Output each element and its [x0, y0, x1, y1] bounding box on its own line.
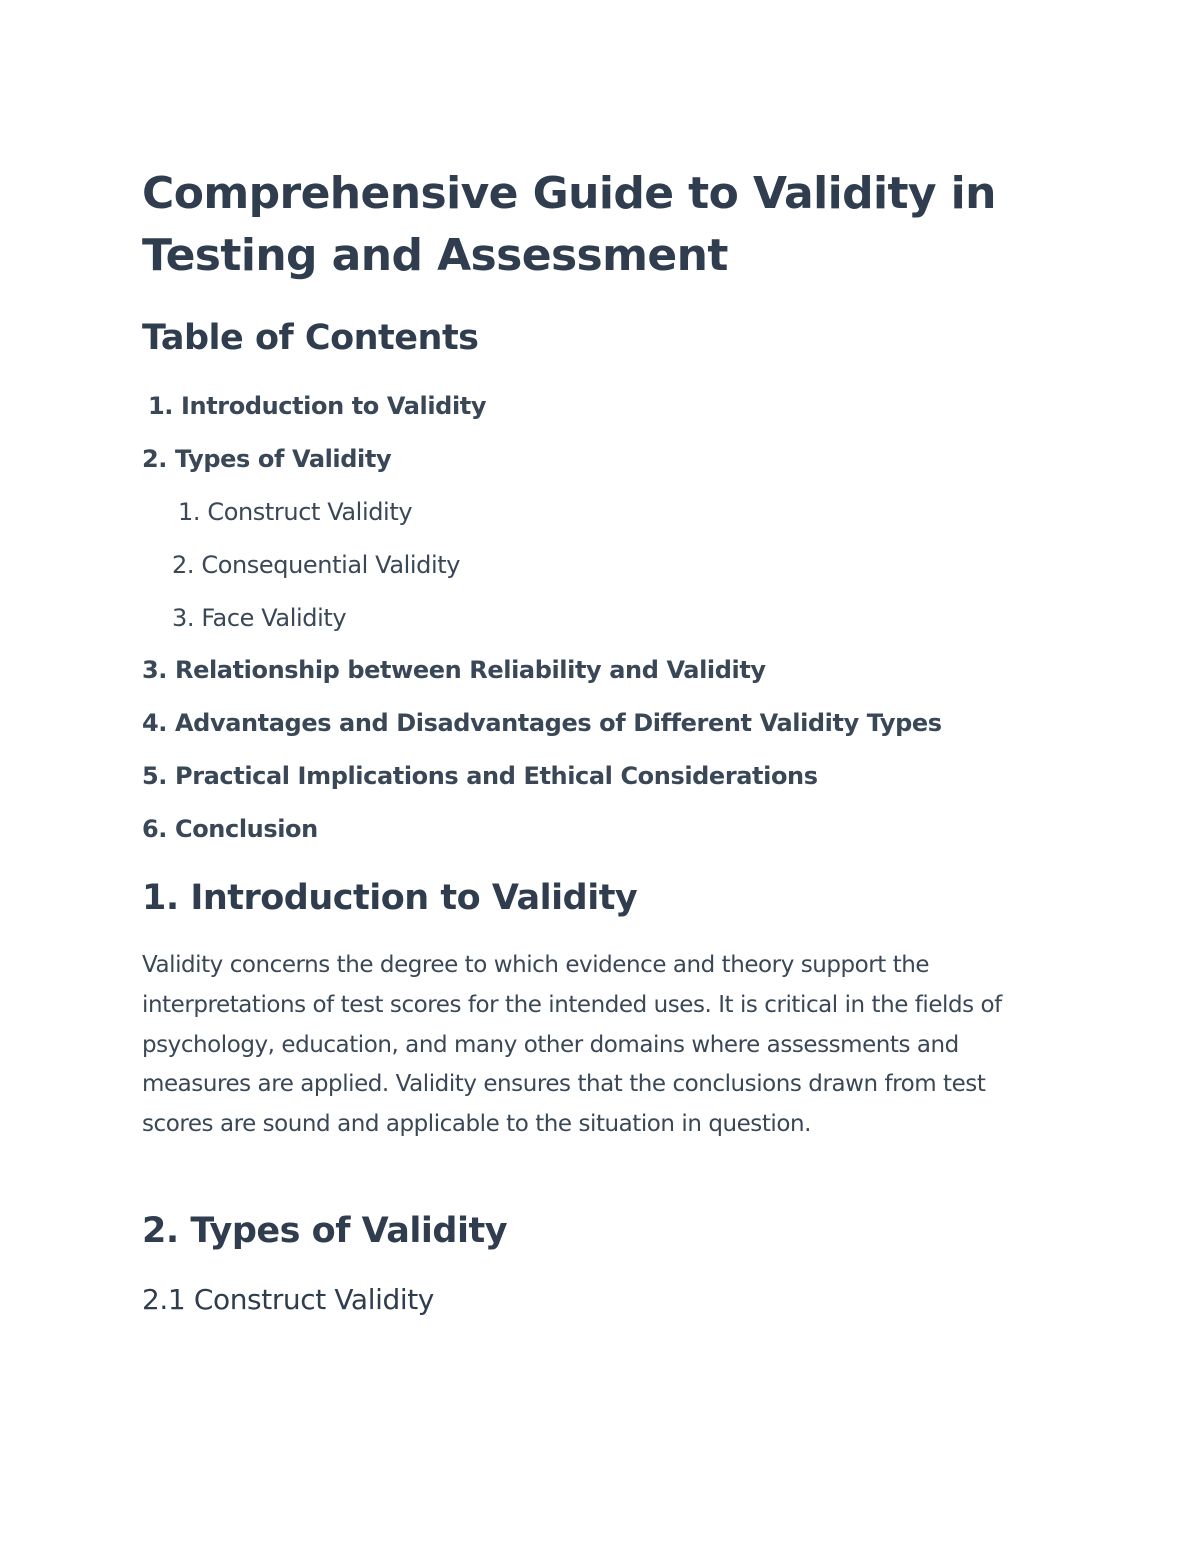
- toc-item-label[interactable]: Practical Implications and Ethical Considerations: [175, 762, 818, 790]
- toc-item-number: 6.: [142, 815, 168, 843]
- toc-item-number: 2.: [172, 551, 195, 579]
- toc-heading: Table of Contents: [142, 318, 479, 358]
- toc-item-number: 2.: [142, 445, 168, 473]
- toc-item-advantages-disadvantages[interactable]: [142, 707, 942, 739]
- toc-item-introduction[interactable]: [148, 390, 486, 422]
- section-heading-introduction: 1. Introduction to Validity: [142, 878, 638, 918]
- toc-item-number: 5.: [142, 762, 168, 790]
- toc-item-practical-implications[interactable]: [142, 760, 818, 792]
- introduction-paragraph: Validity concerns the degree to which evidence and theory support the interpretations of test scores for the intended uses. It is critical in the fields of psychology, education, and many other domains where assessments and measures are applied. Validity ensures that the conclusions drawn from test scores are sound and applicable to the situation in question.: [142, 952, 1002, 1138]
- toc-item-number: 1.: [178, 498, 201, 526]
- toc-item-label[interactable]: Types of Validity: [175, 445, 392, 473]
- toc-item-number: 1.: [148, 392, 174, 420]
- toc-subitem-face-validity[interactable]: [172, 602, 346, 634]
- toc-item-label[interactable]: Construct Validity: [207, 498, 413, 526]
- toc-item-label[interactable]: Introduction to Validity: [181, 392, 487, 420]
- toc-subitem-consequential-validity[interactable]: [172, 549, 460, 581]
- toc-subitem-construct-validity[interactable]: [178, 496, 412, 528]
- toc-item-label[interactable]: Conclusion: [175, 815, 318, 843]
- toc-item-types-of-validity[interactable]: [142, 443, 391, 475]
- toc-item-number: 4.: [142, 709, 168, 737]
- toc-item-label[interactable]: Face Validity: [201, 604, 347, 632]
- document-title: Comprehensive Guide to Validity in Testing and Assessment: [142, 168, 996, 281]
- toc-item-number: 3.: [142, 656, 168, 684]
- toc-item-reliability-and-validity[interactable]: [142, 654, 766, 686]
- toc-item-label[interactable]: Advantages and Disadvantages of Different Validity Types: [175, 709, 942, 737]
- section-heading-types-of-validity: 2. Types of Validity: [142, 1211, 508, 1251]
- subsection-heading-construct-validity: 2.1 Construct Validity: [142, 1283, 434, 1316]
- toc-item-conclusion[interactable]: [142, 813, 318, 845]
- toc-item-number: 3.: [172, 604, 195, 632]
- toc-item-label[interactable]: Consequential Validity: [201, 551, 461, 579]
- toc-item-label[interactable]: Relationship between Reliability and Validity: [175, 656, 766, 684]
